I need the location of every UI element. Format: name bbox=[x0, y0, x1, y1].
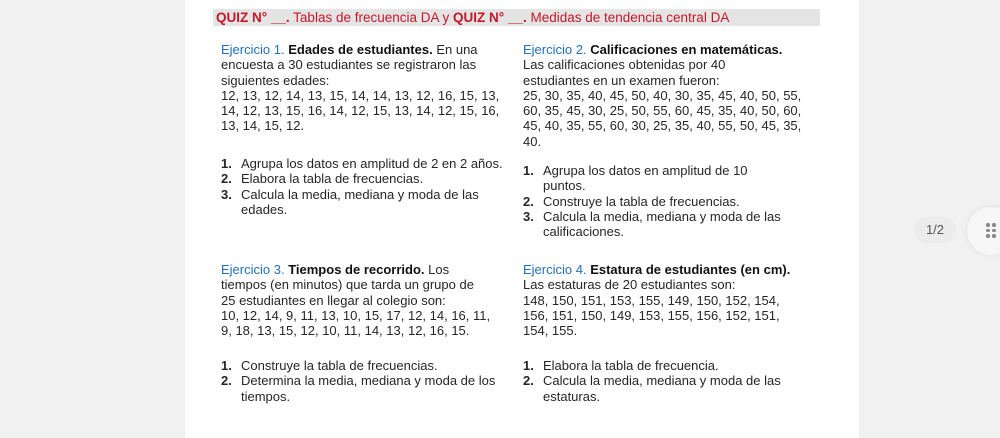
data-values: 10, 12, 14, 9, 11, 13, 10, 15, 17, 12, 14, 16, 11, bbox=[221, 307, 491, 323]
task-text: Calcula la media, mediana y moda de las calificaciones. bbox=[543, 208, 781, 240]
exercise-title: Edades de estudiantes. bbox=[288, 42, 433, 57]
exercise-title: Estatura de estudiantes (en cm). bbox=[590, 262, 791, 277]
task-item bbox=[221, 156, 503, 171]
exercise-number: Ejercicio 2. bbox=[523, 42, 587, 57]
exercise-4-tasks bbox=[523, 358, 805, 404]
exercise-text: Las calificaciones obtenidas por 40 bbox=[523, 57, 726, 73]
task-number: 2. bbox=[523, 373, 534, 389]
task-text: Agrupa los datos en amplitud de 2 en 2 años. bbox=[241, 156, 503, 171]
exercise-title: Calificaciones en matemáticas. bbox=[590, 42, 783, 57]
drag-handle-icon bbox=[986, 223, 995, 238]
exercise-text: En una bbox=[436, 42, 478, 57]
task-item bbox=[523, 373, 805, 404]
exercise-4 bbox=[523, 262, 823, 338]
scroll-handle[interactable] bbox=[967, 207, 1000, 255]
data-values: 13, 14, 15, 12. bbox=[221, 118, 305, 134]
exercise-text: Las estaturas de 20 estudiantes son: bbox=[523, 277, 736, 293]
data-values: 40. bbox=[523, 133, 542, 149]
exercise-3-tasks bbox=[221, 358, 503, 404]
task-number: 2. bbox=[523, 193, 534, 209]
quiz-title-2: Medidas de tendencia central DA bbox=[526, 10, 730, 25]
exercise-text: 25 estudiantes en llegar al colegio son: bbox=[221, 292, 446, 308]
data-values: 60, 35, 45, 30, 25, 50, 55, 60, 45, 35, 40, 50, 60, bbox=[523, 103, 802, 119]
quiz-header bbox=[213, 9, 820, 26]
task-item bbox=[221, 171, 503, 186]
task-text: Construye la tabla de frecuencias. bbox=[543, 193, 740, 209]
task-text: Elabora la tabla de frecuencia. bbox=[543, 358, 719, 373]
exercise-text: tiempos (en minutos) que tarda un grupo de bbox=[221, 277, 474, 293]
exercise-3 bbox=[221, 262, 511, 338]
exercise-text: Los bbox=[428, 262, 450, 277]
quiz-number-2: QUIZ N° __. bbox=[453, 10, 527, 25]
data-values: 45, 40, 35, 55, 60, 30, 25, 35, 40, 55, 50, 45, 35, bbox=[523, 118, 802, 134]
task-number: 2. bbox=[221, 373, 232, 389]
task-item bbox=[523, 194, 785, 209]
task-item bbox=[221, 373, 503, 404]
task-item bbox=[523, 358, 805, 373]
exercise-number: Ejercicio 1. bbox=[221, 42, 285, 57]
task-number: 1. bbox=[523, 358, 534, 373]
quiz-number-1: QUIZ N° __. bbox=[216, 10, 290, 25]
exercise-text: estudiantes en un examen fueron: bbox=[523, 72, 720, 88]
task-number: 2. bbox=[221, 171, 232, 187]
exercise-2 bbox=[523, 42, 823, 149]
task-text: Calcula la media, mediana y moda de las estaturas. bbox=[543, 373, 781, 404]
exercise-text: encuesta a 30 estudiantes se registraron las bbox=[221, 57, 477, 73]
task-number: 1. bbox=[523, 163, 534, 178]
exercise-2-tasks bbox=[523, 163, 785, 239]
data-values: 12, 13, 12, 14, 13, 15, 14, 14, 13, 12, 16, 15, 13, bbox=[221, 87, 500, 103]
exercise-1-tasks bbox=[221, 156, 503, 217]
exercise-title: Tiempos de recorrido. bbox=[288, 262, 425, 277]
task-number: 1. bbox=[221, 358, 232, 373]
task-text: Calcula la media, mediana y moda de las edades. bbox=[241, 186, 479, 217]
page-indicator: 1/2 bbox=[914, 217, 956, 243]
data-values: 25, 30, 35, 40, 45, 50, 40, 30, 35, 45, 40, 50, 55, bbox=[523, 87, 802, 103]
task-item bbox=[221, 187, 503, 218]
task-number: 3. bbox=[221, 186, 232, 202]
data-values: 14, 12, 13, 15, 16, 14, 12, 15, 13, 14, 12, 15, 16, bbox=[221, 103, 500, 119]
data-values: 9, 18, 13, 15, 12, 10, 11, 14, 13, 12, 16, 15. bbox=[221, 323, 470, 339]
data-values: 148, 150, 151, 153, 155, 149, 150, 152, 154, bbox=[523, 292, 780, 308]
exercise-number: Ejercicio 3. bbox=[221, 262, 285, 277]
exercise-text: siguientes edades: bbox=[221, 72, 330, 88]
exercise-number: Ejercicio 4. bbox=[523, 262, 587, 277]
task-number: 3. bbox=[523, 208, 534, 224]
task-item bbox=[523, 163, 785, 194]
data-values: 156, 151, 150, 149, 153, 155, 156, 152, 151, bbox=[523, 307, 780, 323]
task-text: Determina la media, mediana y moda de los tiempos. bbox=[241, 373, 496, 404]
data-values: 154, 155. bbox=[523, 323, 578, 339]
task-item bbox=[523, 209, 785, 240]
task-item bbox=[221, 358, 503, 373]
exercise-1 bbox=[221, 42, 511, 134]
task-number: 1. bbox=[221, 156, 232, 171]
task-text: Agrupa los datos en amplitud de 10 puntos. bbox=[543, 163, 748, 194]
task-text: Elabora la tabla de frecuencias. bbox=[241, 171, 424, 187]
quiz-title-1: Tablas de frecuencia DA y bbox=[289, 10, 454, 25]
task-text: Construye la tabla de frecuencias. bbox=[241, 358, 438, 373]
